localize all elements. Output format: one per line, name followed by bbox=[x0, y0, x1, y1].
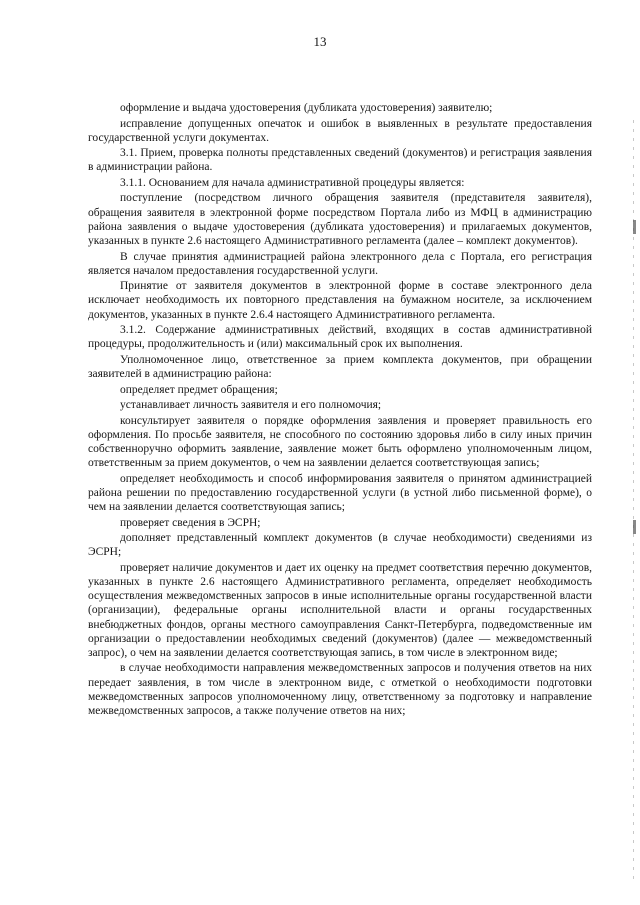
paragraph: 3.1.2. Содержание административных действий, входящих в состав административной процедуры, продолжительность и (или) максимальный срок их выполнения. bbox=[88, 324, 592, 351]
scan-mark-artifact bbox=[633, 220, 636, 234]
paragraph: Уполномоченное лицо, ответственное за прием комплекта документов, при обращении заявителей в администрацию района: bbox=[88, 353, 592, 381]
paragraph: оформление и выдача удостоверения (дубликата удостоверения) заявителю; bbox=[120, 102, 493, 114]
paragraph: определяет предмет обращения; bbox=[120, 383, 278, 396]
paragraph: 3.1. Прием, проверка полноты представленных сведений (документов) и регистрация заявления в администрации района. bbox=[88, 147, 592, 174]
paragraph: проверяет сведения в ЭСРН; bbox=[120, 516, 261, 529]
paragraph: устанавливает личность заявителя и его полномочия; bbox=[120, 399, 382, 412]
paragraph: в случае необходимости направления межведомственных запросов и получения ответов на них передает заявления, в том числе в электронном виде, с отметкой о необходимости подготовки межведомственных запросов уполномоченному лицу, ответственному за подготовку и направление межведомственных запросов, а также получение ответов на них; bbox=[88, 662, 592, 718]
paragraph: исправление допущенных опечаток и ошибок в выявленных в результате предоставления государственной услуги документах. bbox=[88, 117, 592, 144]
paragraph: консультирует заявителя о порядке оформления заявления и проверяет правильность его оформления. По просьбе заявителя, не способного по состоянию здоровья либо в силу иных причин собственноручно оформить заявление, заявление может быть оформлено уполномоченным лицом, ответственным за прием документов, о чем на заявлении делается соответствующая запись; bbox=[88, 414, 592, 470]
scan-edge-artifact bbox=[633, 120, 634, 880]
paragraph: поступление (посредством личного обращения заявителя (представителя заявителя), обращения заявителя в электронной форме посредством Портала либо из МФЦ в администрацию района заявления о выдаче удостоверения (дубликата удостоверения) и прилагаемых документов, указанных в пункте 2.6 настоящего Административного регламента (далее – комплект документов). bbox=[88, 192, 592, 248]
paragraph: дополняет представленный комплект документов (в случае необходимости) сведениями из ЭСРН; bbox=[88, 532, 592, 559]
page-number: 13 bbox=[313, 34, 327, 49]
paragraph: В случае принятия администрацией района электронного дела с Портала, его регистрация является началом предоставления государственной услуги. bbox=[88, 250, 592, 277]
paragraph: Принятие от заявителя документов в электронной форме в составе электронного дела исключает необходимость их повторного представления на бумажном носителе, за исключением документов, указанных в пункте 2.6.4 настоящего Административного регламента. bbox=[88, 280, 592, 321]
paragraph: проверяет наличие документов и дает их оценку на предмет соответствия перечню документов, указанных в пункте 2.6 настоящего Административного регламента, определяет необходимость осуществления межведомственных запросов в иные исполнительные органы государственной власти (организации), федеральные органы исполнительной власти и органы государственных внебюджетных фондов, органы местного самоуправления Санкт-Петербурга, подведомственные им организации о предоставлении необходимых сведений (документов) (далее — межведомственный запрос), о чем на заявлении делается соответствующая запись, в том числе в электронном виде; bbox=[88, 561, 592, 659]
scan-mark-artifact bbox=[633, 520, 636, 534]
document-body bbox=[88, 101, 592, 720]
paragraph: 3.1.1. Основанием для начала административной процедуры является: bbox=[120, 176, 465, 189]
paragraph: определяет необходимость и способ информирования заявителя о принятом администрацией района решении по предоставлению государственной услуги (в устной либо письменной форме), о чем на заявлении делается соответствующая запись; bbox=[88, 472, 592, 514]
